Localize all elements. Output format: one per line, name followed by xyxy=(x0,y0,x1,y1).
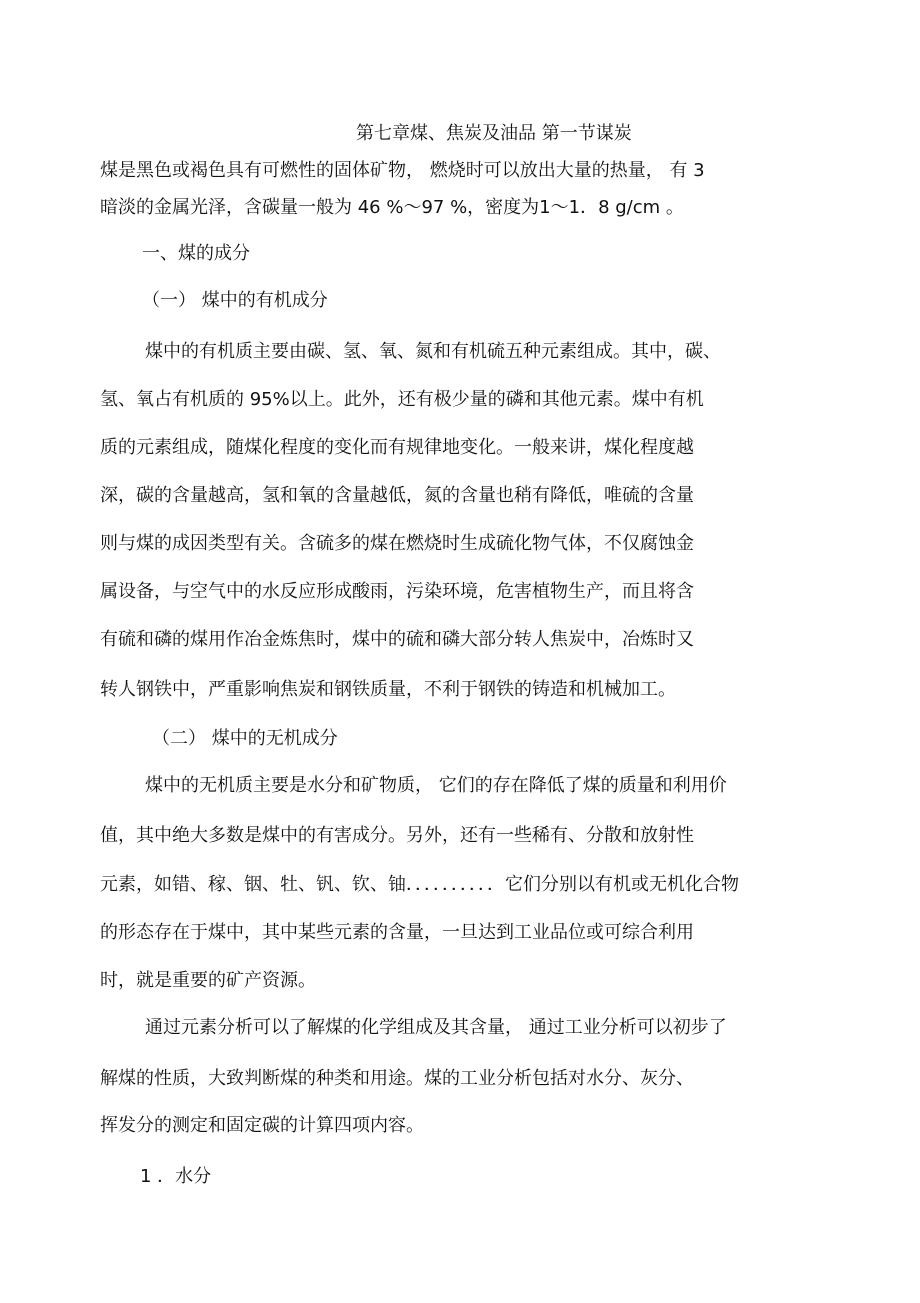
paragraph-line: 属设备，与空气中的水反应形成酸雨，污染环境，危害植物生产，而且将含 xyxy=(100,581,694,602)
paragraph-line: 转人钢铁中，严重影响焦炭和钢铁质量，不利于钢铁的铸造和机械加工。 xyxy=(100,679,676,700)
intro-line-2: 暗淡的金属光泽，含碳量一般为 46 %～97 %，密度为1～1．8 g/cm 。 xyxy=(100,197,684,218)
paragraph-line: 氢、氧占有机质的 95%以上。此外，还有极少量的磷和其他元素。煤中有机 xyxy=(100,389,704,410)
paragraph-line: 质的元素组成，随煤化程度的变化而有规律地变化。一般来讲，煤化程度越 xyxy=(100,437,694,458)
paragraph-line: 值，其中绝大多数是煤中的有害成分。另外，还有一些稀有、分散和放射性 xyxy=(100,825,694,846)
paragraph-line: 时，就是重要的矿产资源。 xyxy=(100,970,316,991)
paragraph-line: 煤中的有机质主要由碳、氢、氧、氮和有机硫五种元素组成。其中，碳、 xyxy=(145,341,721,362)
subsection-heading-inorganic: （二） 煤中的无机成分 xyxy=(152,728,338,749)
section-heading-coal-composition: 一、煤的成分 xyxy=(142,243,250,264)
item-heading-moisture: 1 ．水分 xyxy=(140,1166,212,1187)
paragraph-line: 则与煤的成因类型有关。含硫多的煤在燃烧时生成硫化物气体，不仅腐蚀金 xyxy=(100,533,694,554)
subsection-heading-organic: （一） 煤中的有机成分 xyxy=(142,290,328,311)
paragraph-line: 元素，如错、稼、铟、牡、钒、钦、铀．．．．．．．．．．它们分别以有机或无机化合物 xyxy=(100,874,739,895)
paragraph-line: 通过元素分析可以了解煤的化学组成及其含量， 通过工业分析可以初步了 xyxy=(145,1017,727,1038)
paragraph-line: 挥发分的测定和固定碳的计算四项内容。 xyxy=(100,1115,424,1136)
intro-line-1: 煤是黑色或褐色具有可燃性的固体矿物， 燃烧时可以放出大量的热量， 有 3 xyxy=(100,160,705,181)
paragraph-line: 解煤的性质，大致判断煤的种类和用途。煤的工业分析包括对水分、灰分、 xyxy=(100,1068,694,1089)
paragraph-line: 煤中的无机质主要是水分和矿物质， 它们的存在降低了煤的质量和利用价 xyxy=(145,775,727,796)
paragraph-line: 有硫和磷的煤用作冶金炼焦时，煤中的硫和磷大部分转人焦炭中，冶炼时又 xyxy=(100,629,694,650)
chapter-title: 第七章煤、焦炭及油品 第一节谋炭 xyxy=(356,123,632,144)
paragraph-line: 的形态存在于煤中，其中某些元素的含量，一旦达到工业品位或可综合利用 xyxy=(100,922,694,943)
paragraph-line: 深，碳的含量越高，氢和氧的含量越低，氮的含量也稍有降低，唯硫的含量 xyxy=(100,485,694,506)
